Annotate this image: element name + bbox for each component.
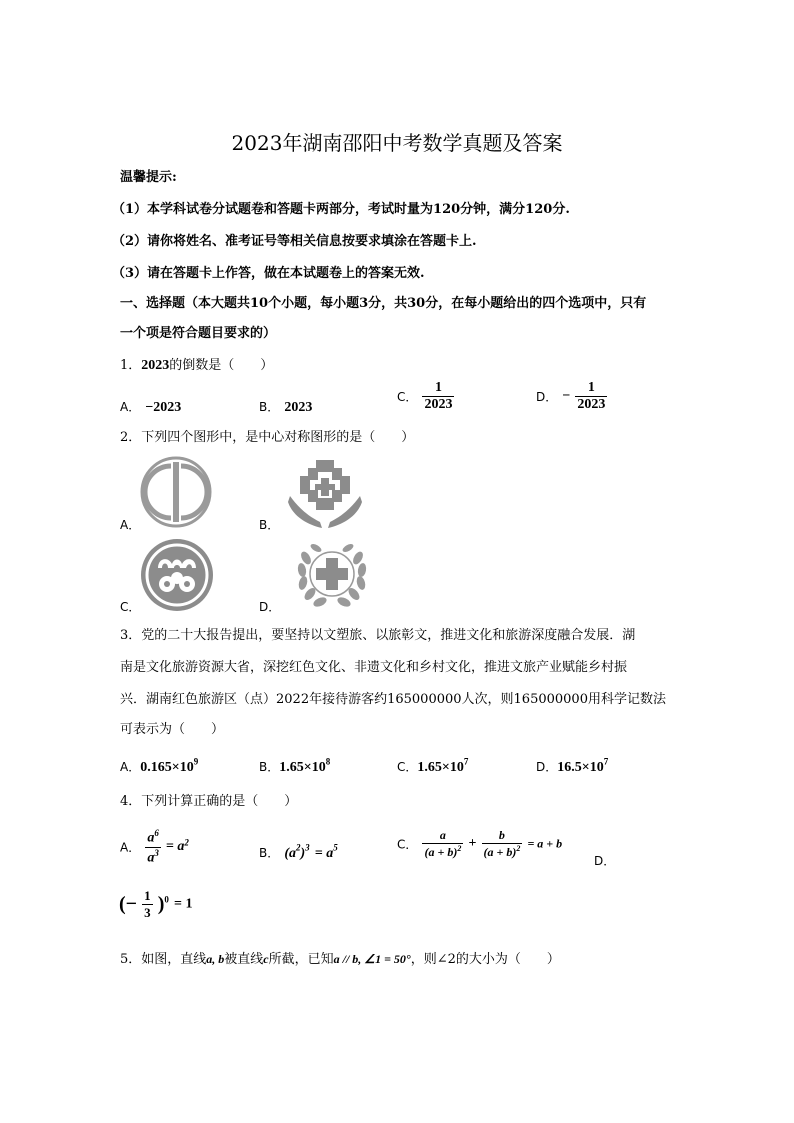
question-text: ，则∠2的大小为（ ） [410, 952, 560, 967]
q4-option-d-expression [119, 888, 193, 921]
minus-sign: − [562, 388, 571, 404]
q3-option-d [536, 756, 608, 776]
q1-option-d [536, 380, 607, 413]
denominator-exponent: 2 [457, 844, 462, 853]
q1-option-b [259, 396, 312, 416]
q4-option-c [397, 828, 562, 860]
denominator: 2023 [577, 397, 606, 412]
page-title: 2023年湖南邵阳中考数学真题及答案 [231, 131, 563, 155]
math-condition: a // b, ∠1 = 50° [333, 952, 411, 966]
math-value: 2023 [141, 358, 170, 373]
fraction-2 [482, 828, 523, 860]
option-label: A． [120, 760, 141, 774]
option-label: A． [120, 840, 141, 855]
option-exponent: 8 [325, 756, 331, 767]
q4-label-d: D． [594, 854, 616, 868]
option-label: B． [259, 760, 280, 774]
fraction [575, 380, 607, 413]
exponent: 0 [164, 894, 169, 905]
q4-option-a [120, 828, 189, 866]
question-5 [120, 948, 560, 967]
option-label: C． [397, 760, 418, 774]
rhs-exponent: 5 [333, 842, 338, 853]
question-1 [120, 354, 273, 374]
figure-b-emblem [286, 456, 364, 530]
q1-option-a [120, 396, 181, 416]
option-label: C． [397, 390, 418, 404]
denominator-exponent: 3 [154, 847, 159, 858]
plus-sign: + [468, 836, 477, 851]
equation-lhs: (a [284, 846, 296, 861]
q2-label-c: C． [120, 600, 141, 614]
option-label: A． [120, 400, 141, 414]
option-exponent: 7 [463, 756, 469, 767]
q3-option-b [259, 756, 330, 776]
inner-exponent: 2 [296, 842, 301, 853]
numerator-base: a [147, 830, 155, 846]
tip-3: （3）请在答题卡上作答，做在本试题卷上的答案无效. [112, 266, 425, 281]
option-base: 1.65×10 [417, 760, 464, 775]
question-3-line1: 3．党的二十大报告提出，要坚持以文塑旅、以旅彰文，推进文化和旅游深度融合发展．湖 [120, 628, 636, 643]
option-label: C． [397, 837, 418, 852]
equation-rhs: = a [165, 839, 185, 855]
option-label: B． [259, 400, 280, 414]
figure-d-emblem [296, 538, 368, 610]
q3-option-c [397, 756, 468, 776]
math-vars-ab: a, b [206, 952, 225, 966]
q2-label-d: D． [259, 600, 281, 614]
option-base: 16.5×10 [557, 760, 604, 775]
q2-label-b: B． [259, 518, 280, 532]
numerator: b [498, 828, 505, 842]
question-text: 所截，已知 [268, 952, 334, 967]
equation-rhs: = a [314, 846, 334, 861]
close-paren: ) [300, 846, 306, 861]
section-heading-line2: 一个项是符合题目要求的） [120, 326, 277, 341]
question-text: 的倒数是（ ） [169, 358, 274, 373]
figure-a-emblem [140, 456, 212, 528]
question-number: 1． [120, 358, 142, 373]
denominator: 2023 [424, 397, 453, 412]
fraction [142, 888, 153, 921]
option-base: 1.65×10 [279, 760, 326, 775]
option-exponent: 9 [193, 756, 199, 767]
q4-option-b [259, 842, 338, 862]
q2-label-a: A． [120, 518, 141, 532]
question-2: 2．下列四个图形中，是中心对称图形的是（ ） [120, 430, 415, 445]
question-intro: 5．如图，直线 [120, 952, 207, 967]
option-base: 0.165×10 [140, 760, 194, 775]
outer-exponent: 3 [305, 842, 310, 853]
option-exponent: 7 [603, 756, 609, 767]
fraction [422, 380, 454, 413]
question-text: 被直线 [224, 952, 264, 967]
figure-c-emblem [140, 538, 214, 612]
tips-heading: 温馨提示: [120, 170, 177, 185]
numerator: 1 [144, 888, 151, 903]
denominator: (a + b) [483, 845, 517, 859]
numerator: 1 [434, 380, 442, 395]
denominator-base: a [147, 850, 155, 866]
numerator: a [439, 828, 446, 842]
question-3-line2: 南是文化旅游资源大省，深挖红色文化、非遗文化和乡村文化，推进文旅产业赋能乡村振 [120, 660, 628, 675]
tip-1: （1）本学科试卷分试题卷和答题卡两部分，考试时量为120分钟，满分120分. [112, 202, 570, 217]
question-4: 4．下列计算正确的是（ ） [120, 794, 298, 809]
numerator-exponent: 6 [154, 828, 159, 838]
numerator: 1 [587, 380, 595, 395]
option-label: B． [259, 846, 280, 860]
math-var-c: c [263, 952, 269, 966]
rhs-exponent: 2 [184, 837, 189, 848]
q1-option-c [397, 380, 454, 413]
option-value: −2023 [145, 400, 182, 415]
equation-rhs: = a + b [527, 836, 563, 851]
denominator-exponent: 2 [516, 844, 521, 853]
q3-option-a [120, 756, 198, 776]
tip-2: （2）请你将姓名、准考证号等相关信息按要求填涂在答题卡上. [112, 234, 477, 249]
option-label: D． [536, 390, 558, 404]
question-3-line4: 可表示为（ ） [120, 722, 225, 737]
open-paren: (− [119, 893, 138, 915]
fraction [145, 828, 161, 866]
option-value: 2023 [284, 400, 313, 415]
section-heading-line1: 一、选择题（本大题共10个小题，每小题3分，共30分，在每小题给出的四个选项中，只有 [120, 296, 647, 311]
denominator: (a + b) [424, 845, 458, 859]
equation-rhs: = 1 [174, 896, 193, 912]
close-paren: ) [157, 893, 165, 915]
option-label: D． [536, 760, 558, 774]
fraction-1 [422, 828, 463, 860]
question-3-line3: 兴．湖南红色旅游区（点）2022年接待游客约165000000人次，则165000000用科学记数法 [120, 692, 666, 707]
denominator: 3 [144, 905, 151, 920]
